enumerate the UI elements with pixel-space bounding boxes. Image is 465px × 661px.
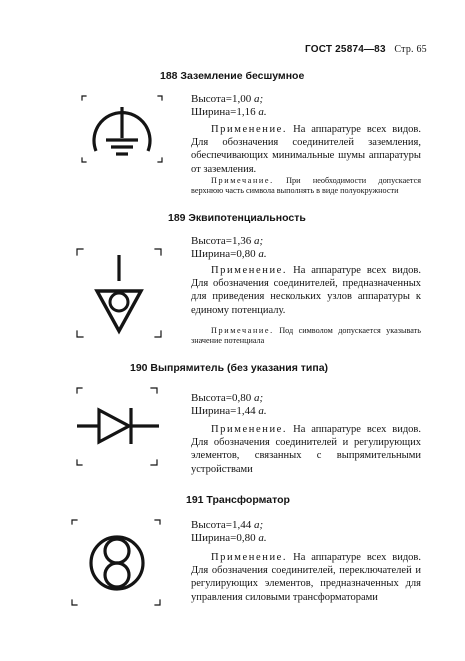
equipotentiality-symbol-icon [75, 247, 171, 343]
page-number: Стр. 65 [394, 44, 427, 55]
width-spec-191: Ширина=0,80 a. [191, 532, 267, 544]
noiseless-ground-symbol-icon [80, 94, 170, 166]
width-spec-190: Ширина=1,44 a. [191, 405, 267, 417]
width-spec-189: Ширина=0,80 a. [191, 248, 267, 260]
application-189: Применение. На аппаратуре всех видов. Для обозначения соединителей, предназначенных для приведения нескольких узлов аппаратуры к единому потенциалу. [191, 265, 422, 316]
height-spec-190: Высота=0,80 a; [191, 392, 264, 404]
note-189: Примечание. Под символом допускается указывать значение потенциала [191, 326, 421, 345]
width-spec-188: Ширина=1,16 a. [191, 106, 267, 118]
height-spec-189: Высота=1,36 a; [191, 235, 264, 247]
section-title-188: 188 Заземление бесшумное [160, 70, 305, 82]
page-header [305, 44, 427, 55]
rectifier-symbol-icon [75, 386, 175, 468]
height-spec-188: Высота=1,00 a; [191, 93, 264, 105]
note-188: Примечание. При необходимости допускается верхнюю часть символа выполнять в виде полуокружности [191, 176, 421, 195]
application-191: Применение. На аппаратуре всех видов. Для обозначения соединителей, переключателей и регулирующих элементов, предназначенных для управления силовыми трансформаторами [191, 552, 422, 603]
standard-number: ГОСТ 25874—83 [305, 44, 386, 55]
section-title-191: 191 Трансформатор [186, 494, 290, 506]
application-188: Применение. На аппаратуре всех видов. Для обозначения соединителей заземления, обеспечивающих минимальные шумы аппаратуры от заземления. [191, 124, 422, 175]
application-190: Применение. На аппаратуре всех видов. Для обозначения соединителей и регулирующих элементов, связанных с выпрямительными устройствами [191, 424, 422, 475]
section-title-189: 189 Эквипотенциальность [168, 212, 306, 224]
transformer-symbol-icon [66, 517, 170, 613]
height-spec-191: Высота=1,44 a; [191, 519, 264, 531]
section-title-190: 190 Выпрямитель (без указания типа) [130, 362, 329, 374]
